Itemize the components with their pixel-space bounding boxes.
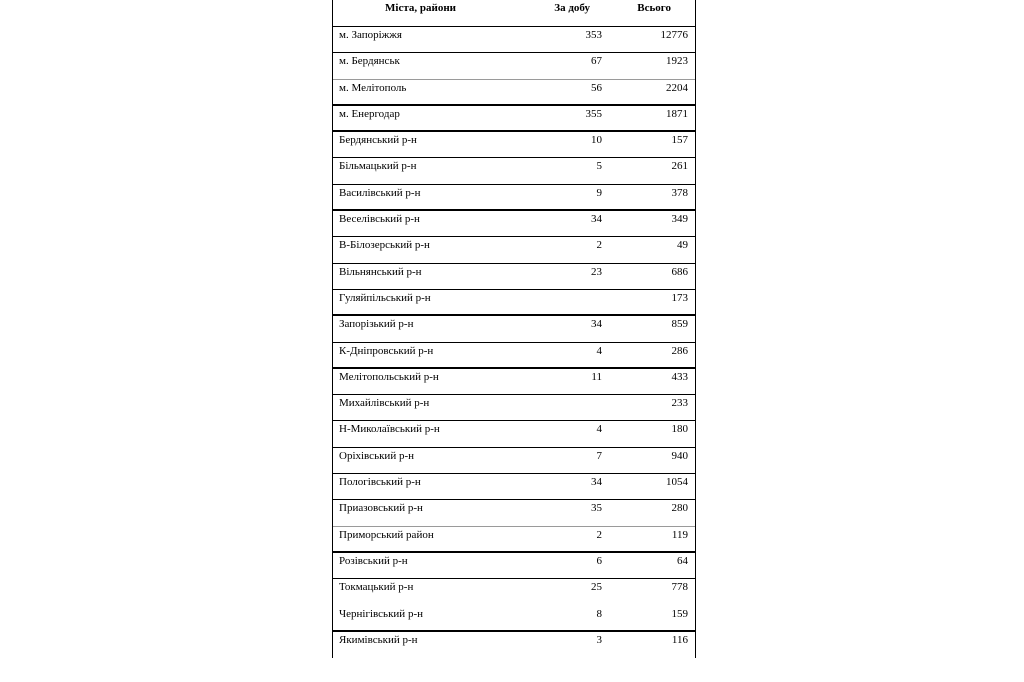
cell-day: 2	[596, 239, 602, 252]
header-name: Міста, райони	[385, 2, 456, 14]
cell-name: Чернігівський р-н	[339, 607, 423, 620]
cell-name: Н-Миколаївський р-н	[339, 423, 440, 436]
table-row	[333, 53, 695, 79]
table-row	[333, 421, 695, 447]
cell-day: 25	[591, 581, 602, 594]
cell-name: Якимівський р-н	[339, 633, 418, 646]
cell-name: Розівський р-н	[339, 554, 408, 567]
cell-name: Гуляйпільський р-н	[339, 291, 431, 304]
cell-name: Приазовський р-н	[339, 502, 423, 515]
table-body	[333, 27, 695, 658]
table-row	[333, 343, 695, 369]
cell-day: 9	[596, 186, 602, 199]
cell-day: 5	[596, 160, 602, 173]
table-row	[333, 106, 695, 132]
cell-day: 7	[596, 449, 602, 462]
cell-day: 34	[591, 318, 602, 331]
cell-total: 433	[671, 370, 688, 383]
table-row	[333, 264, 695, 290]
cell-name: Мелітопольський р-н	[339, 370, 439, 383]
table-row	[333, 185, 695, 211]
cell-day: 10	[591, 134, 602, 147]
cell-total: 2204	[666, 81, 688, 94]
cell-name: Токмацький р-н	[339, 581, 414, 594]
cell-total: 261	[671, 160, 688, 173]
cell-total: 173	[671, 291, 688, 304]
cell-name: В-Білозерський р-н	[339, 239, 430, 252]
cell-name: Михайлівський р-н	[339, 397, 430, 410]
cell-name: м. Мелітополь	[339, 81, 407, 94]
cell-name: Оріхівський р-н	[339, 449, 415, 462]
cell-day: 353	[585, 29, 602, 41]
table-row	[333, 80, 695, 106]
cell-total: 859	[671, 318, 688, 331]
cell-total: 159	[671, 607, 688, 620]
cell-total: 349	[671, 213, 688, 226]
cell-day: 34	[591, 476, 602, 489]
cell-name: Приморський район	[339, 528, 434, 541]
cell-day: 8	[596, 607, 602, 620]
header-total: Всього	[637, 2, 671, 14]
table-row	[333, 500, 695, 526]
cell-total: 12776	[660, 29, 688, 41]
cell-name: Більмацький р-н	[339, 160, 417, 173]
cell-day: 34	[591, 213, 602, 226]
table-row	[333, 290, 695, 316]
table-row	[333, 237, 695, 263]
cell-total: 1054	[666, 476, 688, 489]
cell-day: 6	[596, 554, 602, 567]
cell-total: 1923	[666, 55, 688, 68]
cell-total: 157	[671, 134, 688, 147]
cell-total: 686	[671, 265, 688, 278]
cell-day: 56	[591, 81, 602, 94]
cell-total: 64	[677, 554, 688, 567]
table-row	[333, 553, 695, 579]
cell-total: 940	[671, 449, 688, 462]
cell-name: м. Енергодар	[339, 107, 400, 120]
table-row	[333, 211, 695, 237]
covid-cases-table	[332, 0, 696, 658]
table-row	[333, 448, 695, 474]
cell-total: 778	[671, 581, 688, 594]
cell-day: 11	[591, 370, 602, 383]
table-row	[333, 27, 695, 53]
cell-name: Запорізький р-н	[339, 318, 414, 331]
cell-total: 1871	[666, 107, 688, 120]
table-row	[333, 579, 695, 605]
cell-total: 378	[671, 186, 688, 199]
cell-total: 286	[671, 344, 688, 357]
cell-day: 35	[591, 502, 602, 515]
cell-name: Василівський р-н	[339, 186, 421, 199]
cell-name: К-Дніпровський р-н	[339, 344, 434, 357]
table-row	[333, 369, 695, 395]
cell-total: 49	[677, 239, 688, 252]
table-header	[333, 0, 695, 27]
table-row	[333, 395, 695, 421]
table-row	[333, 527, 695, 553]
cell-day: 4	[596, 423, 602, 436]
cell-name: м. Бердянськ	[339, 55, 400, 68]
cell-total: 280	[671, 502, 688, 515]
cell-total: 233	[671, 397, 688, 410]
cell-day: 23	[591, 265, 602, 278]
header-day: За добу	[554, 2, 590, 14]
cell-name: Пологівський р-н	[339, 476, 421, 489]
cell-total: 116	[671, 633, 688, 646]
cell-day: 4	[596, 344, 602, 357]
cell-day: 2	[596, 528, 602, 541]
cell-name: Вільнянський р-н	[339, 265, 422, 278]
cell-total: 119	[671, 528, 688, 541]
table-row	[333, 132, 695, 158]
cell-day: 3	[596, 633, 602, 646]
cell-total: 180	[671, 423, 688, 436]
cell-name: Бердянський р-н	[339, 134, 417, 147]
cell-name: м. Запоріжжя	[339, 29, 402, 41]
cell-name: Веселівський р-н	[339, 213, 420, 226]
table-row	[333, 606, 695, 632]
cell-day: 355	[585, 107, 602, 120]
cell-day: 67	[591, 55, 602, 68]
table-row	[333, 632, 695, 658]
table-row	[333, 474, 695, 500]
table-row	[333, 158, 695, 184]
table-row	[333, 316, 695, 342]
